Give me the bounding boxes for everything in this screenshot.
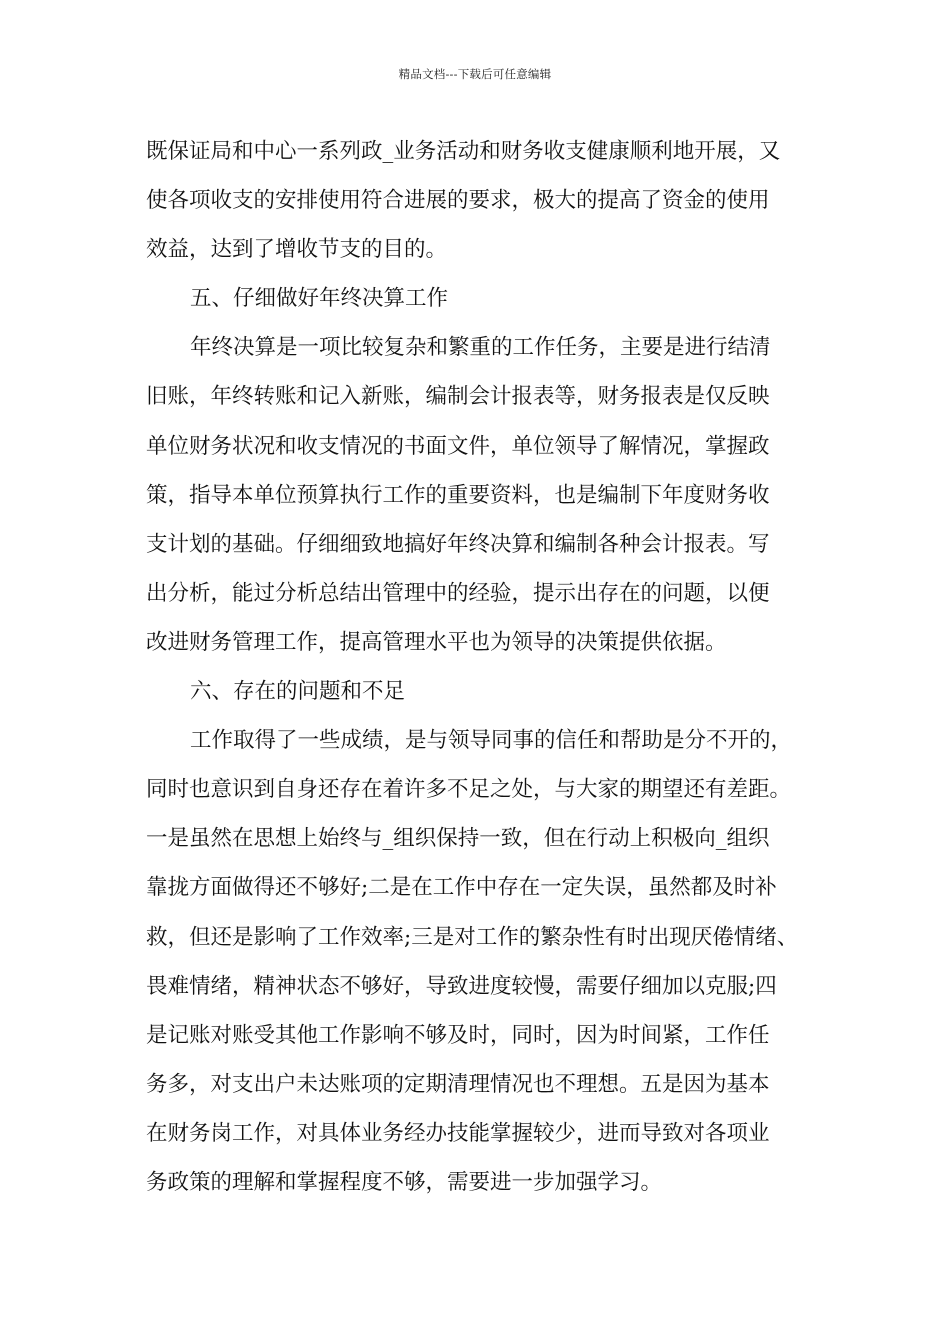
text-line: 务政策的理解和掌握程度不够，需要进一步加强学习。 xyxy=(146,1169,663,1195)
text-line: 旧账，年终转账和记入新账，编制会计报表等，财务报表是仅反映 xyxy=(146,384,770,410)
text-line: 救，但还是影响了工作效率;三是对工作的繁杂性有时出现厌倦情绪、 xyxy=(146,924,799,950)
text-line: 五、仔细做好年终决算工作 xyxy=(190,286,449,312)
text-line: 单位财务状况和收支情况的书面文件，单位领导了解情况，掌握政 xyxy=(146,433,770,459)
text-line: 改进财务管理工作，提高管理水平也为领导的决策提供依据。 xyxy=(146,629,727,655)
text-line: 工作取得了一些成绩，是与领导同事的信任和帮助是分不开的， xyxy=(190,728,793,754)
text-line: 使各项收支的安排使用符合进展的要求，极大的提高了资金的使用 xyxy=(146,188,770,214)
text-line: 既保证局和中心一系列政_业务活动和财务收支健康顺利地开展，又 xyxy=(146,139,781,164)
document-body xyxy=(146,127,814,1207)
text-line: 靠拢方面做得还不够好;二是在工作中存在一定失误，虽然都及时补 xyxy=(146,875,777,901)
text-line: 务多，对支出户未达账项的定期清理情况也不理想。五是因为基本 xyxy=(146,1071,770,1097)
text-line: 一是虽然在思想上始终与_组织保持一致，但在行动上积极向_组织 xyxy=(146,826,770,852)
text-line: 是记账对账受其他工作影响不够及时，同时，因为时间紧，工作任 xyxy=(146,1022,770,1048)
text-line: 策，指导本单位预算执行工作的重要资料，也是编制下年度财务收 xyxy=(146,482,770,508)
page-header: 精品文档---下载后可任意编辑 xyxy=(398,67,552,81)
text-line: 年终决算是一项比较复杂和繁重的工作任务，主要是进行结清 xyxy=(190,335,771,361)
text-line: 在财务岗工作，对具体业务经办技能掌握较少，进而导致对各项业 xyxy=(146,1120,770,1146)
text-line: 效益，达到了增收节支的目的。 xyxy=(146,237,448,263)
text-line: 同时也意识到自身还存在着许多不足之处，与大家的期望还有差距。 xyxy=(146,777,792,803)
text-line: 六、存在的问题和不足 xyxy=(190,679,406,705)
text-line: 出分析，能过分析总结出管理中的经验，提示出存在的问题，以便 xyxy=(146,580,770,606)
text-line: 支计划的基础。仔细细致地搞好年终决算和编制各种会计报表。写 xyxy=(146,531,770,557)
text-line: 畏难情绪，精神状态不够好，导致进度较慢，需要仔细加以克服;四 xyxy=(146,973,777,999)
